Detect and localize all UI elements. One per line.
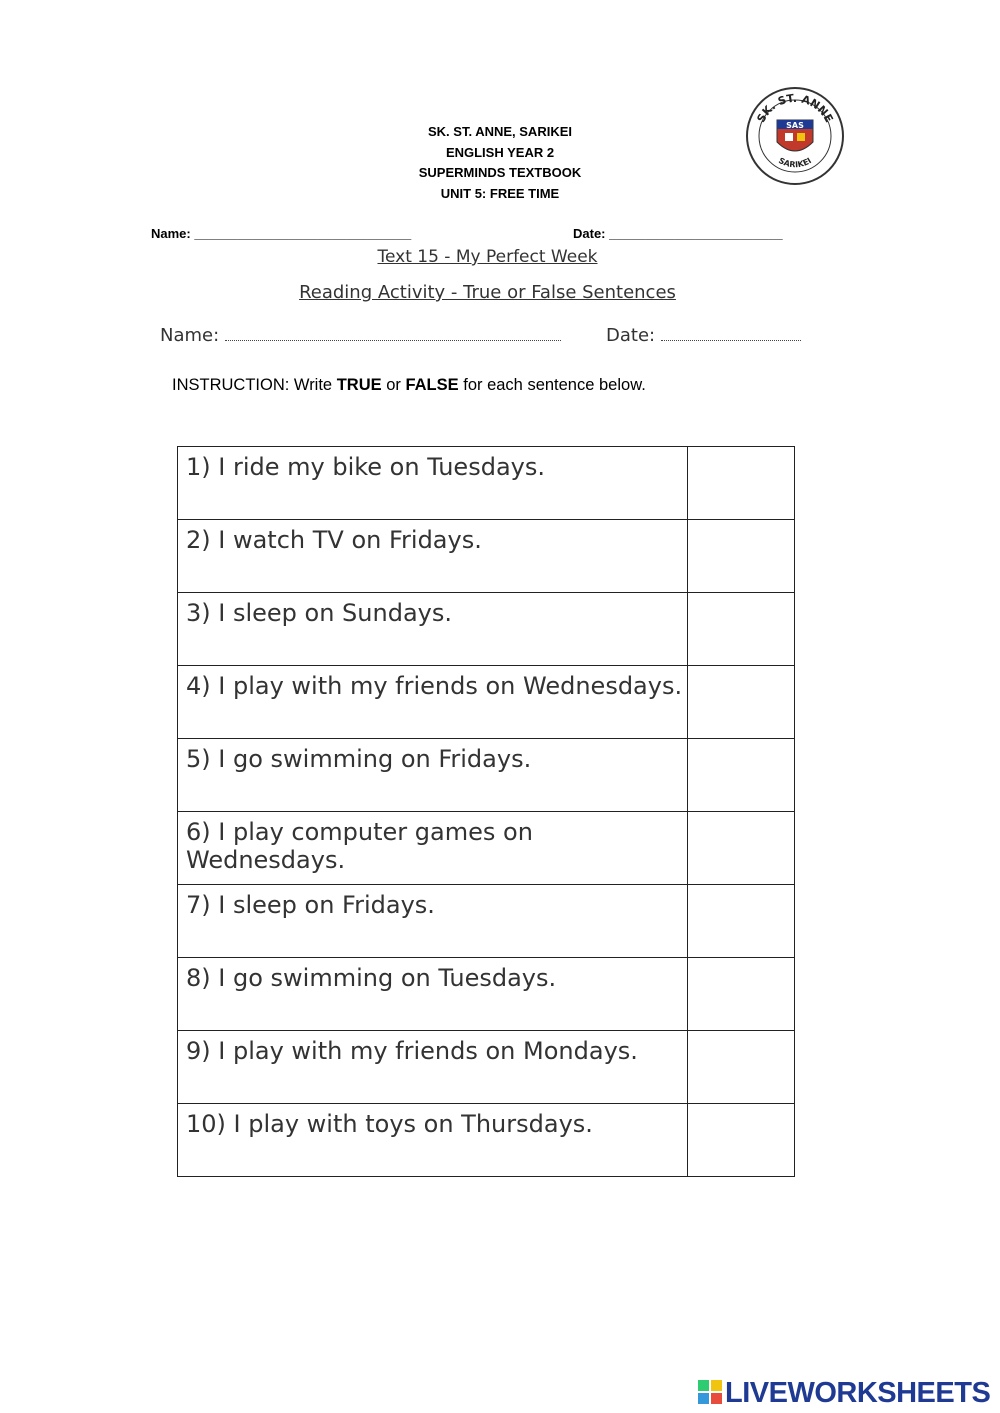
instruction <box>172 376 646 395</box>
answer-cell[interactable] <box>688 812 795 885</box>
worksheet-date-label: Date: <box>606 325 656 346</box>
instruction-prefix: INSTRUCTION: Write <box>172 376 337 394</box>
name-label: Name: <box>151 226 191 241</box>
name-blank[interactable]: ______________________________ <box>194 226 412 241</box>
liveworksheets-brand: LIVEWORKSHEETS <box>725 1377 991 1409</box>
table-row <box>178 666 795 739</box>
sentence-cell: 1) I ride my bike on Tuesdays. <box>178 447 688 520</box>
sentence-cell: 6) I play computer games on Wednesdays. <box>178 812 688 885</box>
worksheet-name-field <box>160 325 561 346</box>
answer-cell[interactable] <box>688 593 795 666</box>
date-field <box>573 226 783 241</box>
answer-cell[interactable] <box>688 739 795 812</box>
logo-initials: SAS <box>786 121 804 130</box>
table-row <box>178 1104 795 1177</box>
answer-cell[interactable] <box>688 885 795 958</box>
answer-cell[interactable] <box>688 1104 795 1177</box>
sentence-cell: 10) I play with toys on Thursdays. <box>178 1104 688 1177</box>
name-field <box>151 226 411 241</box>
instruction-or: or <box>381 376 406 394</box>
logo-top-text: SK. ST. ANNE <box>754 91 836 125</box>
text-title: Text 15 - My Perfect Week <box>377 247 598 267</box>
instruction-suffix: for each sentence below. <box>458 376 646 394</box>
table-row <box>178 958 795 1031</box>
sentence-cell: 8) I go swimming on Tuesdays. <box>178 958 688 1031</box>
answer-cell[interactable] <box>688 666 795 739</box>
sentence-cell: 2) I watch TV on Fridays. <box>178 520 688 593</box>
subject-name: ENGLISH YEAR 2 <box>445 144 555 160</box>
worksheet-name-line[interactable] <box>225 326 561 341</box>
sentence-cell: 5) I go swimming on Fridays. <box>178 739 688 812</box>
worksheet-date-field <box>606 325 801 346</box>
worksheet-date-line[interactable] <box>661 326 801 341</box>
activity-title: Reading Activity - True or False Sentences <box>299 282 676 303</box>
worksheet-header <box>300 122 700 204</box>
instruction-false: FALSE <box>405 376 459 394</box>
answer-cell[interactable] <box>688 1031 795 1104</box>
sentence-cell: 3) I sleep on Sundays. <box>178 593 688 666</box>
worksheet-name-label: Name: <box>160 325 220 346</box>
liveworksheets-icon <box>698 1380 722 1404</box>
table-row <box>178 447 795 520</box>
sentence-cell: 4) I play with my friends on Wednesdays. <box>178 666 688 739</box>
answer-cell[interactable] <box>688 520 795 593</box>
table-row <box>178 812 795 885</box>
date-label: Date: <box>573 226 606 241</box>
liveworksheets-logo <box>698 1377 990 1410</box>
textbook-name: SUPERMINDS TEXTBOOK <box>418 165 582 180</box>
date-blank[interactable]: ________________________ <box>609 226 783 241</box>
logo-bottom-text: SARIKEI <box>777 156 813 170</box>
instruction-true: TRUE <box>336 376 382 394</box>
table-row <box>178 593 795 666</box>
sentence-cell: 7) I sleep on Fridays. <box>178 885 688 958</box>
answer-cell[interactable] <box>688 447 795 520</box>
table-row <box>178 1031 795 1104</box>
unit-title: UNIT 5: FREE TIME <box>440 185 560 201</box>
school-name: SK. ST. ANNE, SARIKEI <box>428 124 572 139</box>
table-row <box>178 520 795 593</box>
table-row <box>178 739 795 812</box>
table-row <box>178 885 795 958</box>
school-logo-icon <box>745 86 845 186</box>
sentence-cell: 9) I play with my friends on Mondays. <box>178 1031 688 1104</box>
true-false-table <box>177 446 795 1177</box>
answer-cell[interactable] <box>688 958 795 1031</box>
